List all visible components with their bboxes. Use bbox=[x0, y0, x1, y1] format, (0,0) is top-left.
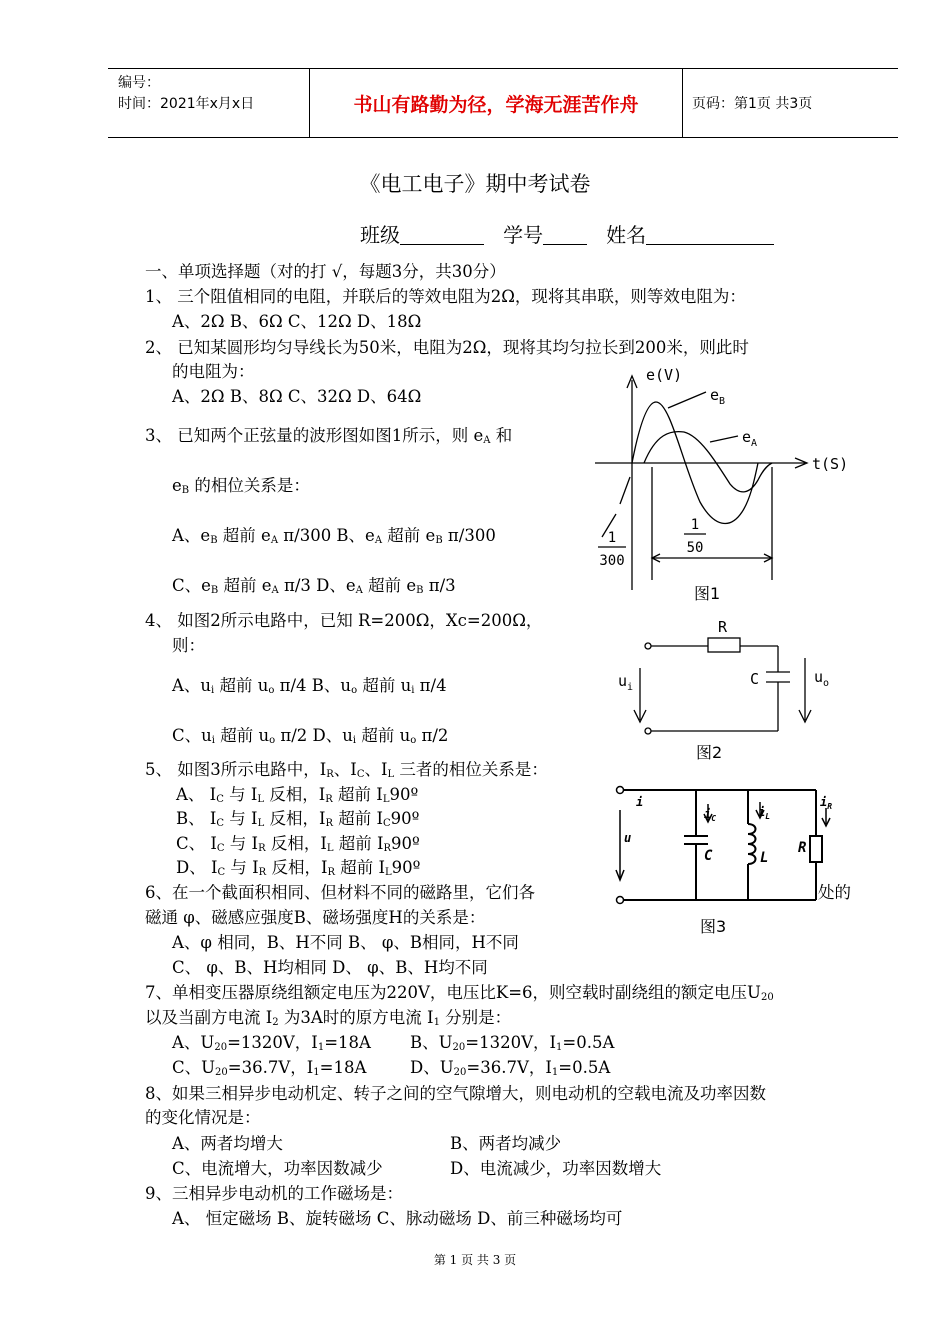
q9-stem: 9、三相异步电动机的工作磁场是： bbox=[145, 1184, 403, 1203]
q7-option-c: C、$U_{20}=36.7V$，$I_1=18A$ bbox=[172, 1058, 367, 1078]
q9-options: A、 恒定磁场 B、旋转磁场 C、脉动磁场 D、前三种磁场均可 bbox=[172, 1209, 623, 1228]
q1-stem: 1、 三个阻值相同的电阻，并联后的等效电阻为2Ω，现将其串联，则等效电阻为： bbox=[145, 287, 746, 306]
number-label: 编号： bbox=[118, 75, 160, 91]
q4-stem-cont: 则： bbox=[172, 636, 205, 655]
fig2-caption: 图2 bbox=[696, 743, 723, 762]
q3-options-ab: A、$e_B$ 超前 $e_A$ π/300 B、$e_A$ 超前 $e_B$ π/300 bbox=[172, 526, 496, 546]
fig3-caption: 图3 bbox=[700, 917, 727, 936]
q7-stem-cont: 以及当副方电流 $I_2$ 为3A时的原方电流 $I_1$ 分别是： bbox=[145, 1008, 512, 1028]
figure-1 bbox=[590, 362, 860, 607]
name-blank[interactable] bbox=[646, 224, 774, 245]
fig3-ic-label: $i_C$ bbox=[704, 807, 717, 823]
q8-option-a: A、两者均增大 bbox=[172, 1134, 283, 1153]
q2-stem-cont: 的电阻为： bbox=[172, 362, 255, 381]
fig2-c-label: C bbox=[750, 670, 760, 688]
fig1-ea-label: $e_A$ bbox=[742, 428, 758, 449]
q5-option-a: A、 $I_C$ 与 $I_L$ 反相，$I_R$ 超前 $I_L90º$ bbox=[176, 785, 419, 805]
fig1-caption: 图1 bbox=[694, 584, 721, 603]
figure-2 bbox=[610, 618, 850, 763]
fig3-u-label: u bbox=[624, 831, 632, 845]
q7-option-d: D、$U_{20}=36.7V$，$I_1=0.5A$ bbox=[410, 1058, 611, 1078]
q8-stem: 8、如果三相异步电动机定、转子之间的空气隙增大，则电动机的空载电流及功率因数 bbox=[145, 1084, 766, 1103]
q8-option-d: D、电流减少，功率因数增大 bbox=[450, 1159, 662, 1178]
student-info bbox=[360, 224, 774, 245]
page-footer: 第 1 页 共 3 页 bbox=[433, 1253, 517, 1267]
id-label: 学号 bbox=[503, 223, 544, 247]
q2-options: A、2Ω B、8Ω C、32Ω D、64Ω bbox=[172, 387, 422, 406]
fig2-r-label: R bbox=[718, 618, 728, 636]
fig1-frac1-num: 1 bbox=[607, 530, 617, 546]
q3-stem: 3、 已知两个正弦量的波形图如图1所示，则 $e_A$ 和 bbox=[145, 426, 513, 446]
q6-stem: 6、在一个截面积相同、但材料不同的磁路里，它们各 bbox=[145, 883, 535, 902]
name-label: 姓名 bbox=[606, 223, 647, 247]
q8-stem-cont: 的变化情况是： bbox=[145, 1108, 261, 1127]
q2-stem: 2、 已知某圆形均匀导线长为50米，电阻为2Ω，现将其均匀拉长到200米，则此时 bbox=[145, 338, 749, 357]
q8-option-b: B、两者均减少 bbox=[450, 1134, 562, 1153]
fig3-il-label: $i_L$ bbox=[758, 805, 771, 821]
header-meta bbox=[108, 69, 310, 137]
section-heading: 一、单项选择题（对的打 √，每题3分，共30分） bbox=[145, 262, 506, 281]
header-motto: 书山有路勤为径，学海无涯苦作舟 bbox=[310, 69, 683, 137]
q5-option-b: B、 $I_C$ 与 $I_L$ 反相，$I_R$ 超前 $I_C90º$ bbox=[176, 809, 420, 829]
q4-stem: 4、 如图2所示电路中，已知 R=200Ω，Xc=200Ω， bbox=[145, 611, 543, 630]
q6-stem-cont: 磁通 φ、磁感应强度B、磁场强度H的关系是： bbox=[145, 908, 486, 927]
fig1-frac2-den: 50 bbox=[686, 540, 704, 556]
q3-stem-cont: $e_B$ 的相位关系是： bbox=[172, 476, 310, 496]
q7-option-a: A、$U_{20}=1320V$，$I_1=18A$ bbox=[172, 1033, 371, 1053]
q5-stem: 5、 如图3所示电路中，$I_R$、$I_C$、$I_L$ 三者的相位关系是： bbox=[145, 760, 548, 780]
q7-stem: 7、单相变压器原绕组额定电压为220V，电压比K=6，则空载时副绕组的额定电压$U_{20}$ bbox=[145, 983, 774, 1003]
time-label: 时间：2021年x月x日 bbox=[118, 96, 255, 112]
q5-option-c: C、 $I_C$ 与 $I_R$ 反相，$I_L$ 超前 $I_R90º$ bbox=[176, 834, 420, 854]
fig1-x-label: t(S) bbox=[812, 455, 849, 473]
fig1-y-label: e(V) bbox=[646, 366, 683, 384]
page-header bbox=[108, 68, 898, 138]
class-label: 班级 bbox=[360, 223, 400, 247]
fig3-i-label: i bbox=[636, 795, 644, 809]
fig3-r-label: R bbox=[798, 840, 807, 856]
q4-options-ab: A、$u_i$ 超前 $u_o$ π/4 B、$u_o$ 超前 $u_i$ π/4 bbox=[172, 676, 447, 696]
fig3-l-label: L bbox=[760, 850, 769, 866]
q6-options-cd: C、 φ、B、H均相同 D、 φ、B、H均不同 bbox=[172, 958, 488, 977]
fig1-frac2-num: 1 bbox=[690, 517, 700, 533]
q4-options-cd: C、$u_i$ 超前 $u_o$ π/2 D、$u_i$ 超前 $u_o$ π/2 bbox=[172, 726, 449, 746]
fig2-uo-label: $u_o$ bbox=[814, 668, 830, 689]
q1-options: A、2Ω B、6Ω C、12Ω D、18Ω bbox=[172, 312, 422, 331]
fig3-c-label: C bbox=[704, 848, 713, 864]
header-page-label: 页码：第1页 共3页 bbox=[692, 96, 813, 112]
q8-option-c: C、电流增大，功率因数减少 bbox=[172, 1159, 383, 1178]
q5-option-d: D、 $I_C$ 与 $I_R$ 反相，$I_R$ 超前 $I_L90º$ bbox=[176, 858, 421, 878]
fig3-ir-label: $i_R$ bbox=[820, 795, 833, 811]
q6-options-ab: A、φ 相同，B、H不同 B、 φ、B相同，H不同 bbox=[172, 933, 519, 952]
fig2-ui-label: $u_i$ bbox=[618, 672, 634, 693]
id-blank[interactable] bbox=[543, 224, 587, 245]
exam-title: 《电工电子》期中考试卷 bbox=[359, 172, 591, 196]
class-blank[interactable] bbox=[400, 224, 484, 245]
fig1-frac1-den: 300 bbox=[599, 553, 625, 569]
fig1-eb-label: $e_B$ bbox=[710, 386, 726, 407]
q7-option-b: B、$U_{20}=1320V$，$I_1=0.5A$ bbox=[410, 1033, 615, 1053]
q6-stem-end: 处的 bbox=[818, 883, 851, 902]
q3-options-cd: C、$e_B$ 超前 $e_A$ π/3 D、$e_A$ 超前 $e_B$ π/3 bbox=[172, 576, 456, 596]
figure-3 bbox=[608, 780, 858, 940]
